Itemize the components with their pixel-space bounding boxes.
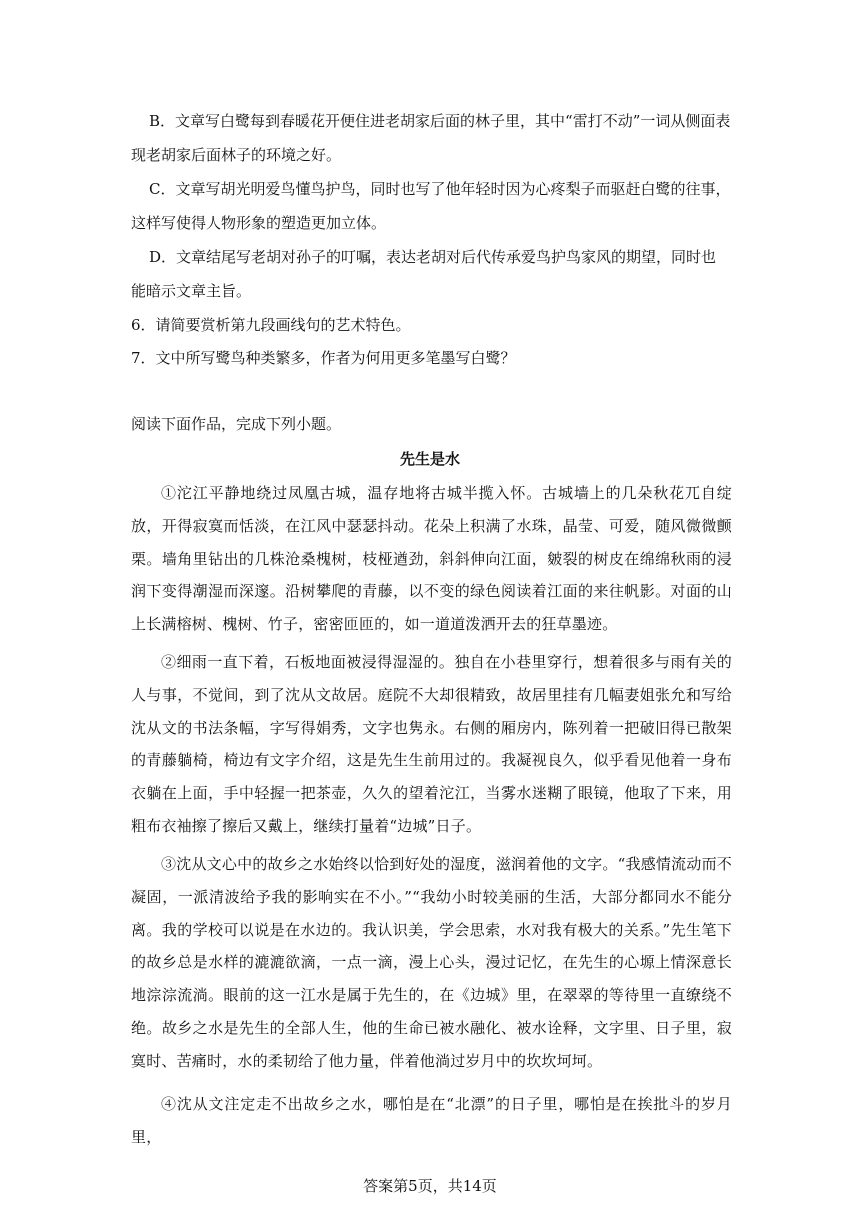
article-title: 先生是水: [399, 450, 460, 468]
article-paragraph-4: ④沈从文注定走不出故乡之水，哪怕是在“北漂”的日子里，哪怕是在挨批斗的岁月里，: [131, 1095, 732, 1146]
article-paragraph-1: ①沱江平静地绕过凤凰古城，温存地将古城半揽入怀。古城墙上的几朵秋花兀自绽放，开得寂寞而恬淡，在江风中瑟瑟抖动。花朵上积满了水珠，晶莹、可爱，随风微微颤栗。墙角里钻出的几株沧桑槐树，枝桠遒劲，斜斜伸向江面，皴裂的树皮在绵绵秋雨的浸润下变得潮湿而深邃。沿树攀爬的青藤，以不变的绿色阅读着江面的来往帆影。对面的山上长满榕树、槐树、竹子，密密匝匝的，如一道道泼洒开去的狂草墨迹。: [131, 484, 732, 634]
option-b: [131, 104, 731, 172]
article-paragraph-2: ②细雨一直下着，石板地面被浸得湿湿的。独自在小巷里穿行，想着很多与雨有关的人与事，不觉间，到了沈从文故居。庭院不大却很精致，故居里挂有几幅妻姐张允和写给沈从文的书法条幅，字写得娟秀，文字也隽永。右侧的厢房内，陈列着一把破旧得已散架的青藤躺椅，椅边有文字介绍，这是先生生前用过的。我凝视良久，似乎看见他着一身布衣躺在上面，手中轻握一把茶壶，久久的望着沱江，当雾水迷糊了眼镜，他取了下来，用粗布衣袖擦了擦后又戴上，继续打量着“边城”日子。: [131, 653, 732, 835]
article-paragraph-3: ③沈从文心中的故乡之水始终以恰到好处的湿度，滋润着他的文字。“我感情流动而不凝固，一派清波给予我的影响实在不小。”“我幼小时较美丽的生活，大部分都同水不能分离。我的学校可以说是在水边的。我认识美，学会思索，水对我有极大的关系。”先生笔下的故乡总是水样的漉漉欲滴，一点一滴，漫上心头，漫过记忆，在先生的心塬上情深意长地淙淙流淌。眼前的这一江水是属于先生的，在《边城》里，在翠翠的等待里一直缭绕不绝。故乡之水是先生的全部人生，他的生命已被水融化、被水诠释，文字里、日子里，寂寞时、苦痛时，水的柔韧给了他力量，伴着他淌过岁月中的坎坎坷坷。: [131, 855, 732, 1070]
option-b-text: B．文章写白鹭每到春暖花开便住进老胡家后面的林子里，其中“雷打不动”一词从侧面表现老胡家后面林子的环境之好。: [131, 112, 731, 164]
option-c-text: C．文章写胡光明爱鸟懂鸟护鸟，同时也写了他年轻时因为心疼梨子而驱赶白鹭的往事，这样写使得人物形象的塑造更加立体。: [131, 180, 731, 232]
reading-instruction: 阅读下面作品，完成下列小题。: [131, 415, 342, 433]
option-d-text: D．文章结尾写老胡对孙子的叮嘱，表达老胡对后代传承爱鸟护鸟家风的期望，同时也能暗示文章主旨。: [131, 248, 717, 300]
option-c: [131, 172, 731, 240]
question-6: 6．请简要赏析第九段画线句的艺术特色。: [131, 316, 411, 334]
option-d: [131, 240, 731, 308]
page-footer: 答案第5页，共14页: [363, 1177, 497, 1195]
question-7: 7．文中所写鹭鸟种类繁多，作者为何用更多笔墨写白鹭？: [131, 349, 516, 367]
